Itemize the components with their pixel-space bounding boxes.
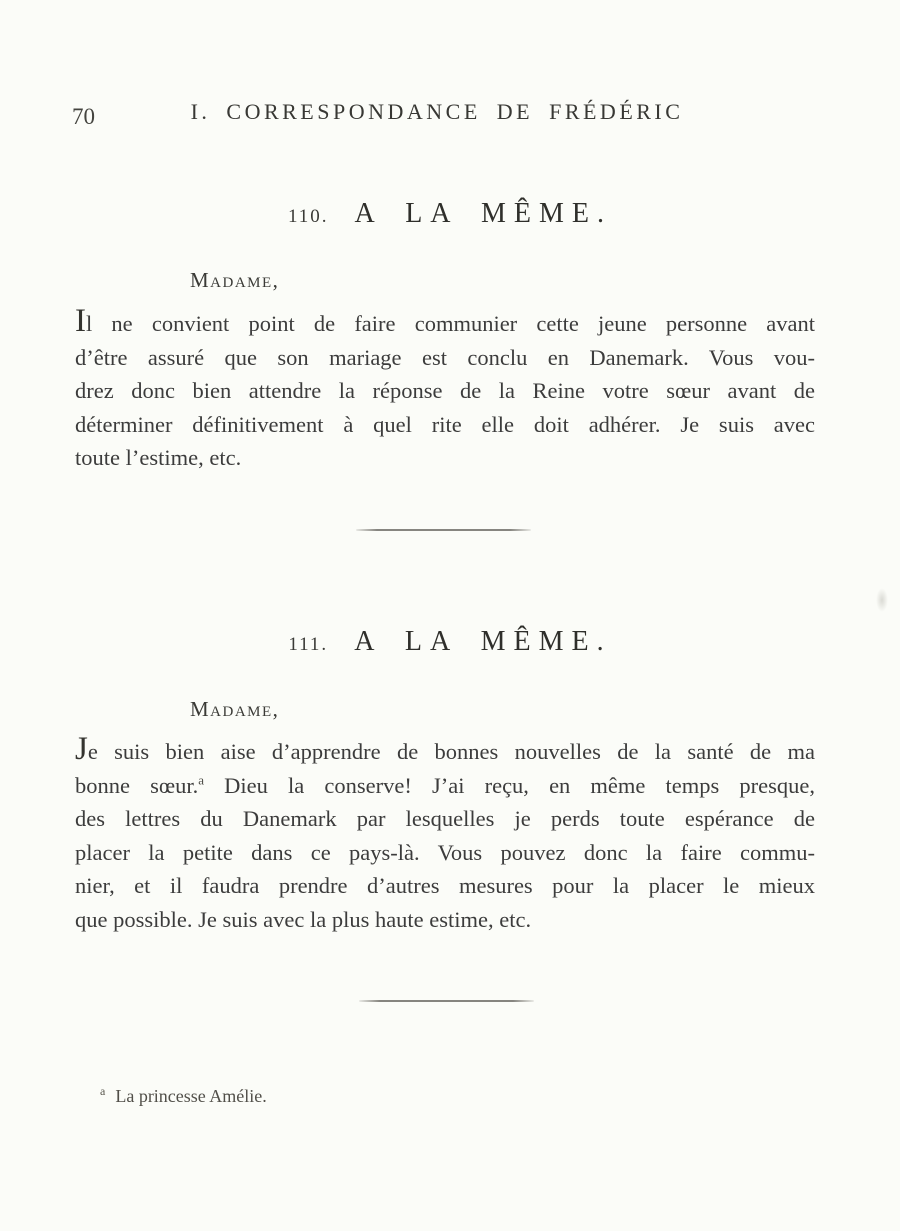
- body-line: placer la petite dans ce pays-là. Vous pouvez donc la faire commu-: [75, 839, 815, 865]
- letter-number: 111.: [288, 634, 329, 655]
- letter-title: A LA MÊME.: [354, 626, 612, 657]
- letter-body-111: [75, 731, 816, 936]
- body-line: des lettres du Danemark par lesquelles je perds toute espérance de: [75, 806, 815, 831]
- page-number: 70: [72, 104, 95, 129]
- letter-heading-111: [0, 626, 900, 658]
- salutation: Madame,: [190, 268, 280, 292]
- running-header: I. CORRESPONDANCE DE FRÉDÉRIC: [190, 99, 684, 124]
- body-line-text: l ne convient point de faire communier cette jeune personne avant: [86, 311, 815, 336]
- salutation: Madame,: [190, 697, 280, 721]
- body-line-text: e suis bien aise d’apprendre de bonnes nouvelles de la santé de ma: [87, 739, 815, 764]
- body-line: [75, 303, 815, 341]
- letter-number: 110.: [287, 206, 329, 227]
- scan-artifact: [876, 588, 888, 612]
- footnote: [100, 1084, 267, 1107]
- body-line: [75, 731, 815, 769]
- footnote-text: La princesse Amélie.: [115, 1086, 267, 1106]
- section-divider: [359, 1000, 534, 1002]
- body-line: d’être assuré que son mariage est conclu en Danemark. Vous vou-: [75, 344, 815, 370]
- body-line: nier, et il faudra prendre d’autres mesures pour la placer le mieux: [75, 873, 815, 898]
- letter-heading-110: [0, 198, 900, 230]
- body-line: drez donc bien attendre la réponse de la Reine votre sœur avant de: [75, 378, 815, 403]
- body-line-text: bonne sœur.: [75, 772, 199, 798]
- footnote-ref: a: [198, 772, 205, 787]
- drop-cap: I: [75, 303, 86, 339]
- drop-cap: J: [75, 731, 88, 767]
- body-line: déterminer définitivement à quel rite elle doit adhérer. Je suis avec: [75, 411, 815, 437]
- body-line: que possible. Je suis avec la plus haute estime, etc.: [75, 906, 532, 932]
- footnote-marker: a: [100, 1084, 106, 1098]
- body-line-text: Dieu la conserve! J’ai reçu, en même temps presque,: [224, 772, 816, 798]
- letter-title: A LA MÊME.: [354, 198, 612, 229]
- section-divider: [356, 529, 531, 531]
- body-line: [75, 769, 815, 803]
- letter-body-110: [75, 303, 815, 475]
- body-line: toute l’estime, etc.: [75, 445, 242, 470]
